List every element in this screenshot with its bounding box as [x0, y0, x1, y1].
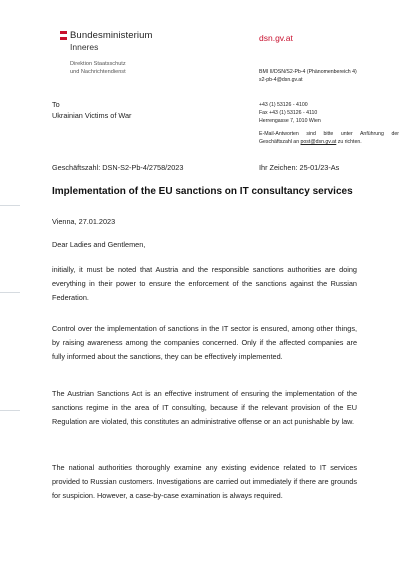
- paragraph: The Austrian Sanctions Act is an effective instrument of ensuring the implementation of the sanctions regime in the area of IT consulting, because if the relevant provision of the EU Regulation are violated, this constitutes an administrative offense or an act punishable by law.: [52, 389, 357, 426]
- email-note-suffix: zu richten.: [336, 139, 362, 145]
- recipient-name: Ukrainian Victims of War: [52, 111, 132, 120]
- paragraph: initially, it must be noted that Austria and the responsible sanctions authorities are doing everything in their power to ensure the enforcement of the sanctions against the Russian Federation.: [52, 265, 357, 302]
- letter-subject: Implementation of the EU sanctions on IT consultancy services: [52, 186, 353, 197]
- austrian-flag-logo: [60, 31, 67, 40]
- fold-mark: [0, 410, 20, 411]
- paragraph: Control over the implementation of sanctions in the IT sector is ensured, among other things, by raising awareness among the companies concerned. Only if the affected companies are fully informed about the sanctions, they can be effectively implemented.: [52, 324, 357, 361]
- reply-email-link[interactable]: post@dsn.gv.at: [300, 139, 337, 145]
- fax-number: Fax +43 (1) 53126 - 4110: [259, 110, 318, 116]
- ministry-name: Bundesministerium: [70, 30, 153, 41]
- directorate-line-1: Direktion Staatsschutz: [70, 61, 126, 67]
- postal-address: Herrengasse 7, 1010 Wien: [259, 118, 321, 124]
- fold-mark: [0, 205, 20, 206]
- website-link[interactable]: dsn.gv.at: [259, 33, 293, 43]
- paragraph: The national authorities thoroughly examine any existing evidence related to IT services provided to Russian customers. Investigations are carried out immediately if there are grounds for suspicion. However, a case-by-case examination is always required.: [52, 463, 357, 500]
- recipient-block: [52, 99, 131, 121]
- directorate-name: [70, 60, 126, 76]
- recipient-to-label: To: [52, 100, 60, 109]
- letter-date: Vienna, 27.01.2023: [52, 217, 116, 226]
- sender-reference-block: [259, 68, 357, 84]
- your-reference: Ihr Zeichen: 25-01/23-As: [259, 163, 340, 172]
- salutation: Dear Ladies and Gentlemen,: [52, 240, 146, 249]
- sender-contact-block: [259, 101, 321, 125]
- email-note-text: E-Mail-Antworten sind bitte unter Anführung der Geschäftszahl an: [259, 131, 399, 145]
- email-reply-note: [259, 130, 399, 146]
- phone-number: +43 (1) 53126 - 4100: [259, 102, 308, 108]
- department-reference: BMI II/DSN/S2-Pb-4 (Phänomenbereich 4): [259, 69, 357, 75]
- department-email[interactable]: s2-pb-4@dsn.gv.at: [259, 77, 303, 83]
- punch-mark: [0, 292, 20, 293]
- ministry-subtitle: Inneres: [70, 42, 99, 52]
- file-number: Geschäftszahl: DSN-S2-Pb-4/2758/2023: [52, 163, 184, 172]
- directorate-line-2: und Nachrichtendienst: [70, 69, 126, 75]
